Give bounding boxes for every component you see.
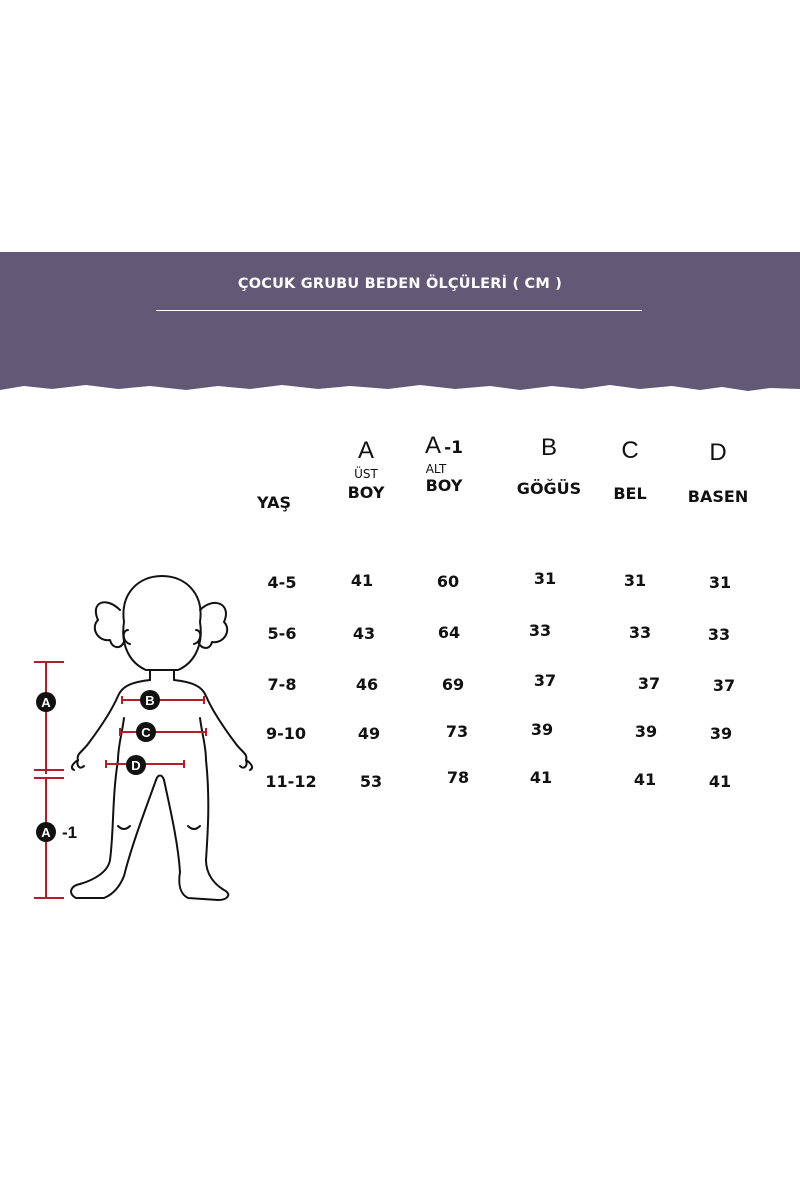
cell-a: 41 <box>350 571 374 590</box>
column-sub: ÜST <box>354 467 378 481</box>
column-letter: A <box>357 437 374 464</box>
cell-age: 4-5 <box>267 573 297 592</box>
cell-b: 33 <box>528 621 552 640</box>
marker-c <box>136 722 156 742</box>
cell-age: 7-8 <box>267 675 297 694</box>
cell-a1: 64 <box>437 623 461 642</box>
cell-a1: 60 <box>436 572 460 591</box>
cell-b: 31 <box>533 569 557 588</box>
cell-c: 39 <box>634 722 658 741</box>
child-figure <box>28 568 268 922</box>
column-letter: A <box>425 432 442 459</box>
cell-b: 39 <box>530 720 554 739</box>
column-sub: ALT <box>425 462 447 476</box>
title-underline <box>156 310 642 311</box>
column-label: YAŞ <box>257 493 291 512</box>
marker-d <box>126 755 146 775</box>
column-header-b <box>517 434 581 498</box>
column-label: BEL <box>613 484 647 503</box>
svg-text:A: A <box>41 695 51 710</box>
column-label: BOY <box>347 483 385 502</box>
banner-shape <box>0 252 800 402</box>
cell-a: 49 <box>357 724 381 743</box>
cell-d: 41 <box>708 772 732 791</box>
cell-a: 53 <box>359 772 383 791</box>
cell-a1: 69 <box>441 675 465 694</box>
svg-text:D: D <box>131 758 141 773</box>
cell-c: 31 <box>623 571 647 590</box>
column-label: BOY <box>425 476 463 495</box>
cell-d: 37 <box>712 676 736 695</box>
cell-b: 41 <box>529 768 553 787</box>
cell-age: 9-10 <box>265 724 307 743</box>
cell-a1: 78 <box>446 768 470 787</box>
header-banner <box>0 252 800 402</box>
cell-age: 11-12 <box>265 772 317 791</box>
svg-text:C: C <box>141 725 151 740</box>
column-letter: D <box>709 439 727 466</box>
page-title: ÇOCUK GRUBU BEDEN ÖLÇÜLERİ ( CM ) <box>237 276 563 292</box>
column-header-yas <box>257 493 291 512</box>
cell-a: 43 <box>352 624 376 643</box>
marker-a <box>36 692 56 712</box>
cell-b: 37 <box>533 671 557 690</box>
svg-text:-1: -1 <box>62 823 78 842</box>
column-header-a1 <box>425 432 463 495</box>
cell-c: 33 <box>628 623 652 642</box>
marker-b <box>140 690 160 710</box>
cell-d: 39 <box>709 724 733 743</box>
column-header-d <box>688 439 748 506</box>
marker-a1 <box>36 822 77 842</box>
cell-d: 31 <box>708 573 732 592</box>
column-label: BASEN <box>687 487 749 506</box>
cell-a1: 73 <box>445 722 469 741</box>
column-letter: C <box>621 437 639 464</box>
column-letter-suffix: -1 <box>444 438 463 458</box>
cell-a: 46 <box>355 675 379 694</box>
column-label: GÖĞÜS <box>516 479 582 498</box>
cell-age: 5-6 <box>267 624 297 643</box>
svg-text:A: A <box>41 825 51 840</box>
column-letter: B <box>540 434 558 461</box>
svg-text:B: B <box>145 693 155 708</box>
cell-c: 41 <box>633 770 657 789</box>
column-header-c <box>613 437 646 503</box>
column-header-a <box>348 437 385 502</box>
cell-c: 37 <box>637 674 661 693</box>
child-outline <box>28 568 268 918</box>
cell-d: 33 <box>707 625 731 644</box>
